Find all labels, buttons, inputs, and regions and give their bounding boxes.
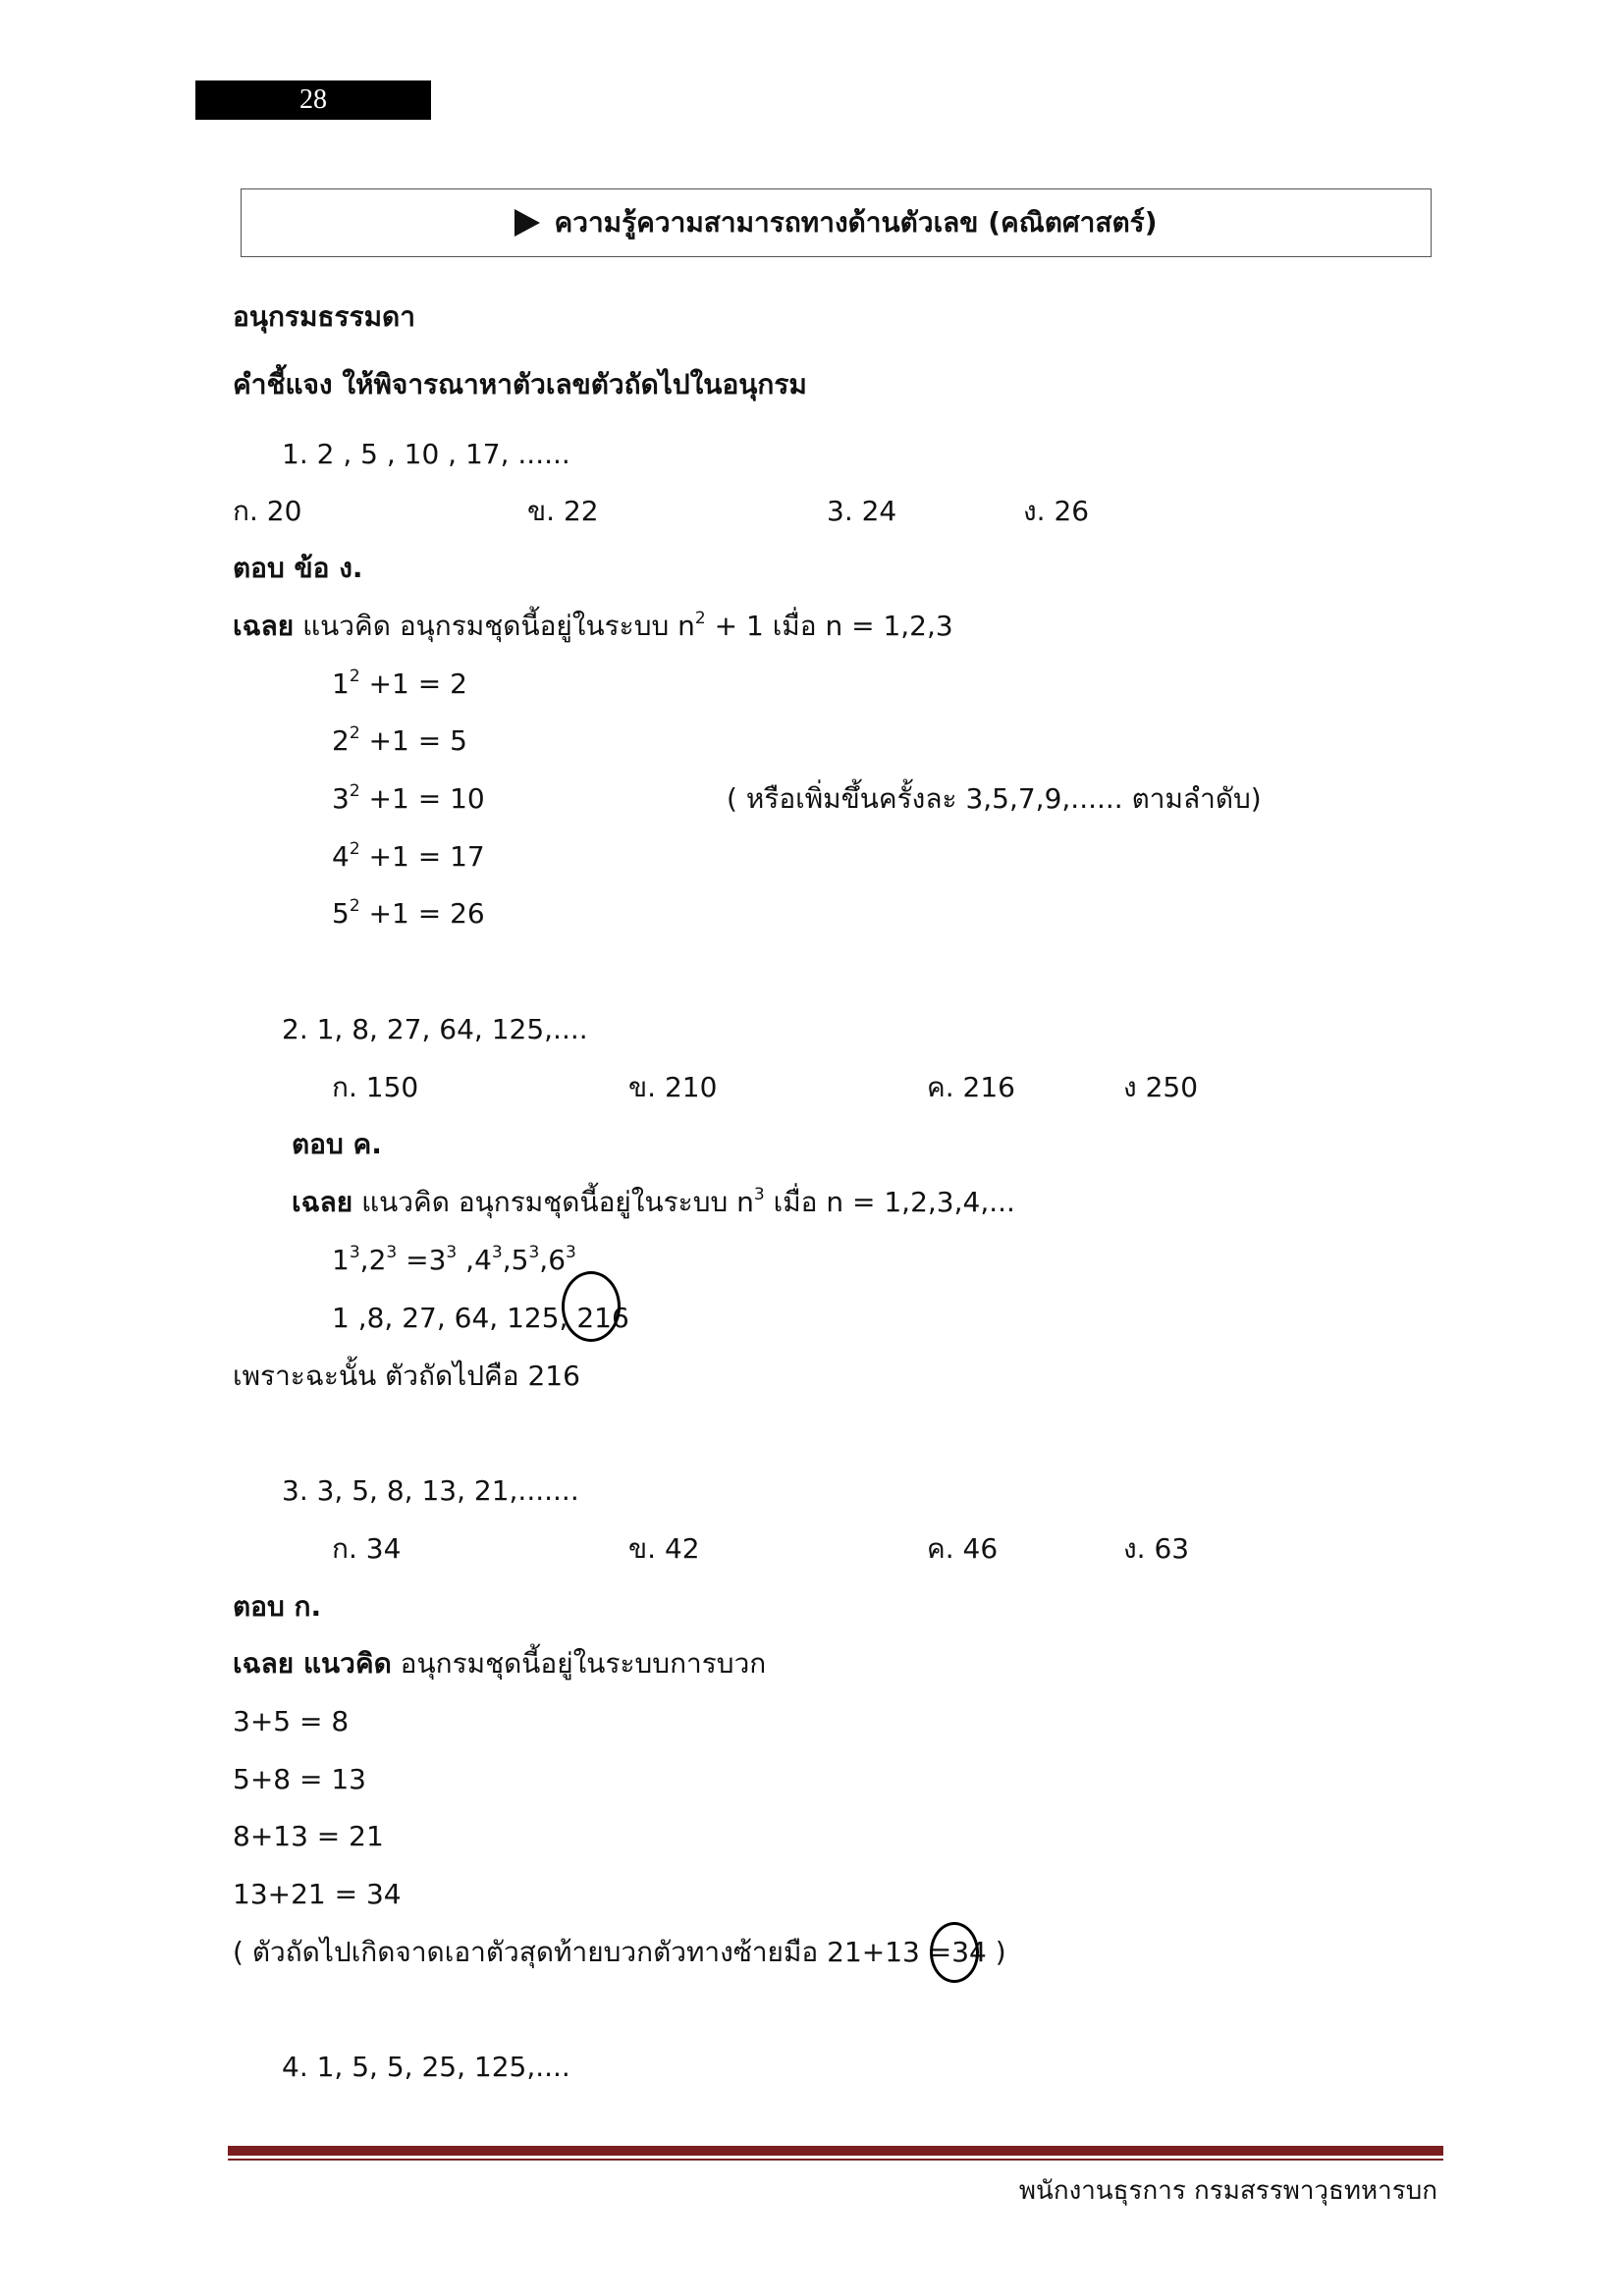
q1-step: $1^2 +1 = 2$ [332, 666, 467, 700]
q2-sequence: 1 ,8, 27, 64, 125, 216 [332, 1302, 629, 1334]
q3-step: 13+21 = 34 [233, 1878, 402, 1910]
heading: อนุกรมธรรมดา [233, 300, 415, 333]
q3-step: 5+8 = 13 [233, 1763, 366, 1795]
page-number: 28 [299, 84, 327, 115]
q1-step: $4^2 +1 = 17$ [332, 838, 485, 873]
q1-choice-a: ก. 20 [233, 495, 302, 527]
q2-choice-b: ข. 210 [628, 1071, 718, 1103]
q4-question: 4. 1, 5, 5, 25, 125,.... [282, 2051, 570, 2083]
q2-conclusion: เพราะฉะนั้น ตัวถัดไปคือ 216 [233, 1360, 580, 1392]
q3-question: 3. 3, 5, 8, 13, 21,....... [282, 1474, 579, 1507]
q3-answer: ตอบ ก. [233, 1590, 322, 1623]
q3-note: ( ตัวถัดไปเกิดจาดเอาตัวสุดท้ายบวกตัวทางซ้ายมือ 21+13 =34 ) [233, 1936, 1006, 1968]
q2-circled-answer: 216 [576, 1302, 629, 1334]
q1-note: ( หรือเพิ่มขึ้นครั้งละ 3,5,7,9,...... ตามลำดับ) [727, 782, 1262, 815]
q1-answer: ตอบ ข้อ ง. [233, 552, 363, 584]
answer-circle [930, 1922, 979, 1983]
q3-choice-a: ก. 34 [332, 1532, 402, 1565]
q2-solution-label: เฉลย [292, 1186, 353, 1218]
footer-rule-thick [228, 2146, 1443, 2156]
section-title-box [241, 188, 1432, 257]
q3-circled-answer: 34 [951, 1936, 987, 1968]
q3-choice-b: ข. 42 [628, 1532, 700, 1565]
q2-solution-text-end: เมื่อ n = 1,2,3,4,... [764, 1186, 1015, 1218]
q1-step: $2^2 +1 = 5$ [332, 722, 467, 757]
q2-solution-exponent: 3 [753, 1184, 765, 1204]
q1-choice-d: ง. 26 [1023, 495, 1090, 527]
q1-choice-b: ข. 22 [527, 495, 599, 527]
footer-text: พนักงานธุรการ กรมสรรพาวุธทหารบก [1018, 2176, 1437, 2206]
q3-solution-label: เฉลย แนวคิด [233, 1647, 392, 1680]
arrow-right-icon [514, 209, 540, 237]
q1-solution [233, 610, 953, 643]
q1-solution-text-end: + 1 เมื่อ n = 1,2,3 [705, 610, 953, 642]
q1-step: $3^2 +1 = 10$ [332, 780, 485, 815]
instruction: คำชี้แจง ให้พิจารณาหาตัวเลขตัวถัดไปในอนุกรม [233, 368, 807, 400]
q1-choice-c: 3. 24 [827, 495, 897, 527]
q3-solution [233, 1647, 766, 1681]
answer-circle [562, 1271, 621, 1342]
footer-rule-thin [228, 2159, 1443, 2161]
q1-solution-text: แนวคิด อนุกรมชุดนี้อยู่ในระบบ n [294, 610, 695, 642]
q3-step: 8+13 = 21 [233, 1820, 384, 1852]
q3-step: 3+5 = 8 [233, 1705, 350, 1737]
q2-choice-a: ก. 150 [332, 1071, 419, 1103]
q3-choice-c: ค. 46 [927, 1532, 999, 1565]
q1-solution-exponent: 2 [694, 608, 706, 628]
q3-choice-d: ง. 63 [1123, 1532, 1190, 1565]
q2-solution-text: แนวคิด อนุกรมชุดนี้อยู่ในระบบ n [352, 1186, 754, 1218]
q2-choice-c: ค. 216 [927, 1071, 1015, 1103]
q1-step: $5^2 +1 = 26$ [332, 895, 485, 930]
page-number-bar [195, 80, 431, 120]
q1-question: 1. 2 , 5 , 10 , 17, ...... [282, 438, 570, 470]
q2-question: 2. 1, 8, 27, 64, 125,.... [282, 1013, 588, 1045]
q3-solution-text: อนุกรมชุดนี้อยู่ในระบบการบวก [391, 1647, 767, 1680]
q2-choice-d: ง 250 [1123, 1071, 1199, 1103]
q2-solution [292, 1186, 1015, 1219]
q2-answer: ตอบ ค. [292, 1128, 382, 1160]
q1-solution-label: เฉลย [233, 610, 295, 642]
q2-powers: $1^3,2^3 =3^3$ $,4^3,5^3,6^3$ [332, 1242, 576, 1276]
section-title: ความรู้ความสามารถทางด้านตัวเลข (คณิตศาสตร์) [554, 206, 1158, 239]
